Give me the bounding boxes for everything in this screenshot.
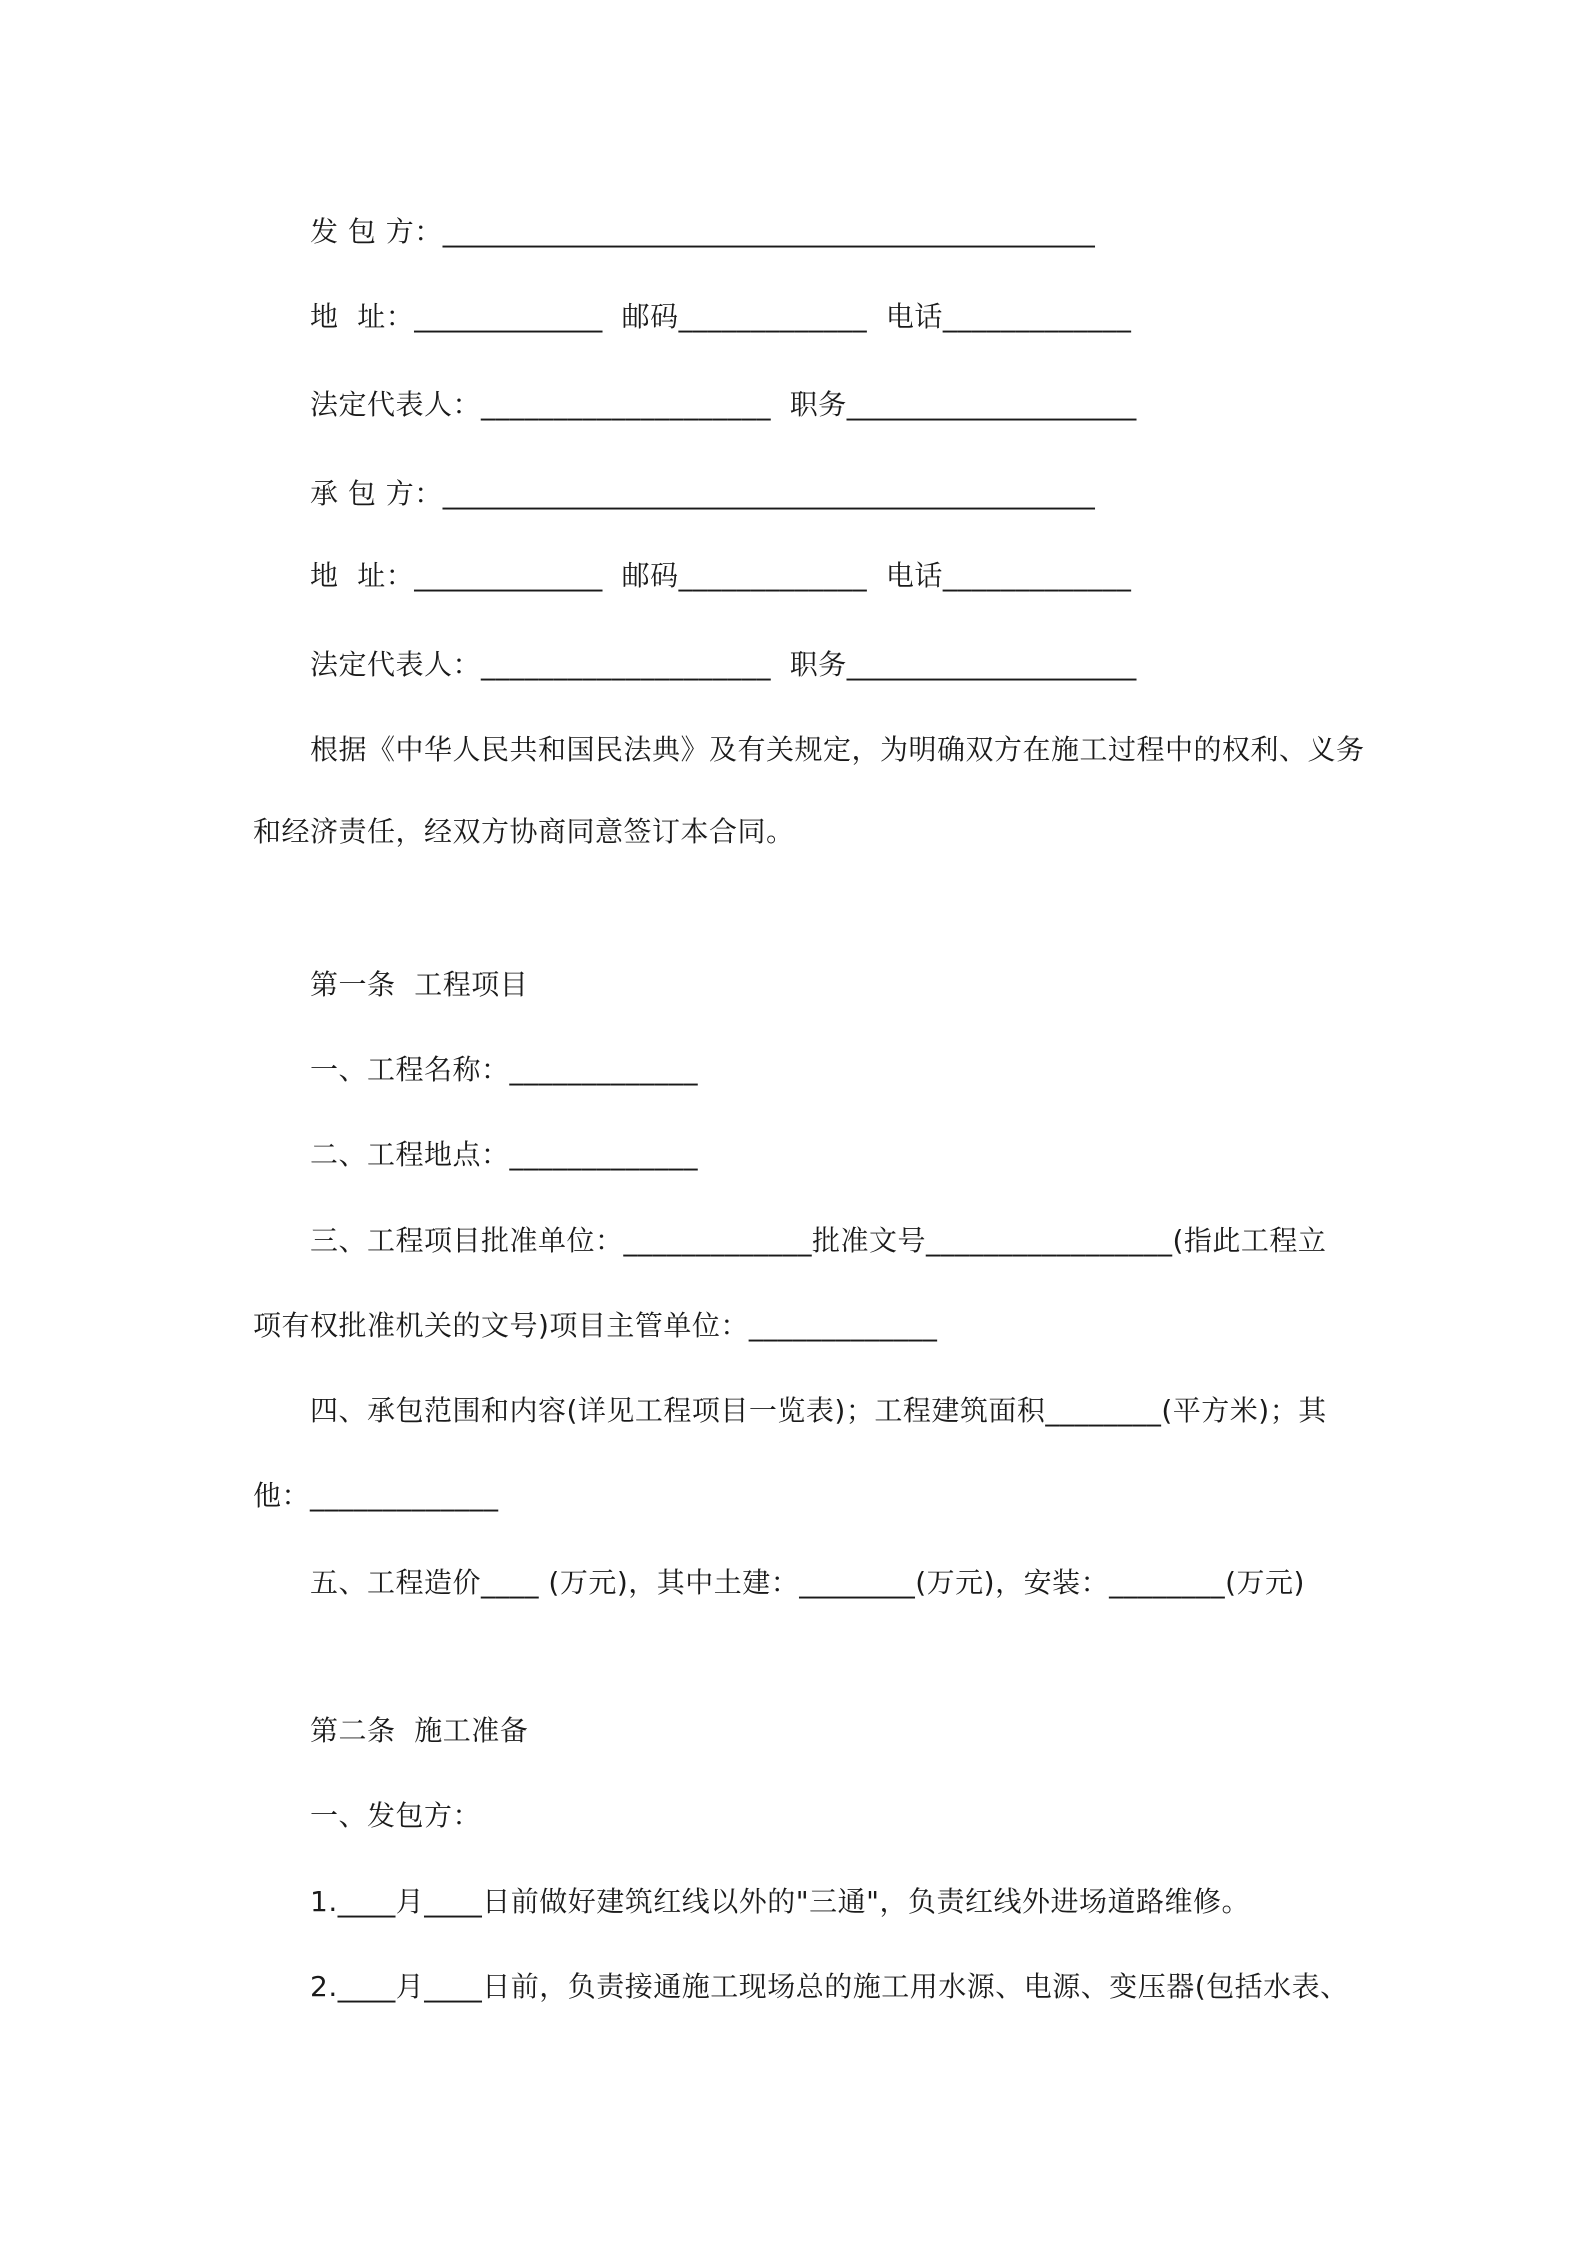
employer-legal-rep-line: 法定代表人：____________________ 职务____________________ [310, 388, 1137, 421]
duty-item-1: 1.____月____日前做好建筑红线以外的"三通"，负责红线外进场道路维修。 [310, 1885, 1250, 1918]
project-cost-line: 五、工程造价____ (万元)，其中土建：________(万元)，安装：________(万元) [310, 1566, 1305, 1599]
project-location-line: 二、工程地点：_____________ [310, 1138, 699, 1171]
article-1-heading: 第一条 工程项目 [310, 968, 529, 1001]
contractor-legal-rep-line: 法定代表人：____________________ 职务____________________ [310, 648, 1137, 681]
contractor-line: 承 包 方：_____________________________________________ [310, 477, 1096, 510]
scope-line-2: 他：_____________ [253, 1479, 499, 1512]
duty-item-2: 2.____月____日前，负责接通施工现场总的施工用水源、电源、变压器(包括水表、 [310, 1970, 1349, 2003]
project-name-line: 一、工程名称：_____________ [310, 1053, 699, 1086]
contractor-address-line: 地 址：_____________ 邮码_____________ 电话_____________ [310, 559, 1132, 592]
preamble-paragraph-line-1: 根据《中华人民共和国民法典》及有关规定，为明确双方在施工过程中的权利、义务 [310, 733, 1365, 766]
employer-address-line: 地 址：_____________ 邮码_____________ 电话_____________ [310, 300, 1132, 333]
preamble-paragraph-line-2: 和经济责任，经双方协商同意签订本合同。 [253, 815, 795, 848]
scope-line-1: 四、承包范围和内容(详见工程项目一览表)；工程建筑面积________(平方米)；其 [310, 1394, 1327, 1427]
article-2-heading: 第二条 施工准备 [310, 1714, 529, 1747]
employer-duties-heading: 一、发包方： [310, 1799, 482, 1832]
approval-unit-line-2: 项有权批准机关的文号)项目主管单位：_____________ [253, 1309, 938, 1342]
approval-unit-line-1: 三、工程项目批准单位：_____________批准文号_________________(指此工程立 [310, 1224, 1327, 1257]
employer-line: 发 包 方：_____________________________________________ [310, 215, 1096, 248]
